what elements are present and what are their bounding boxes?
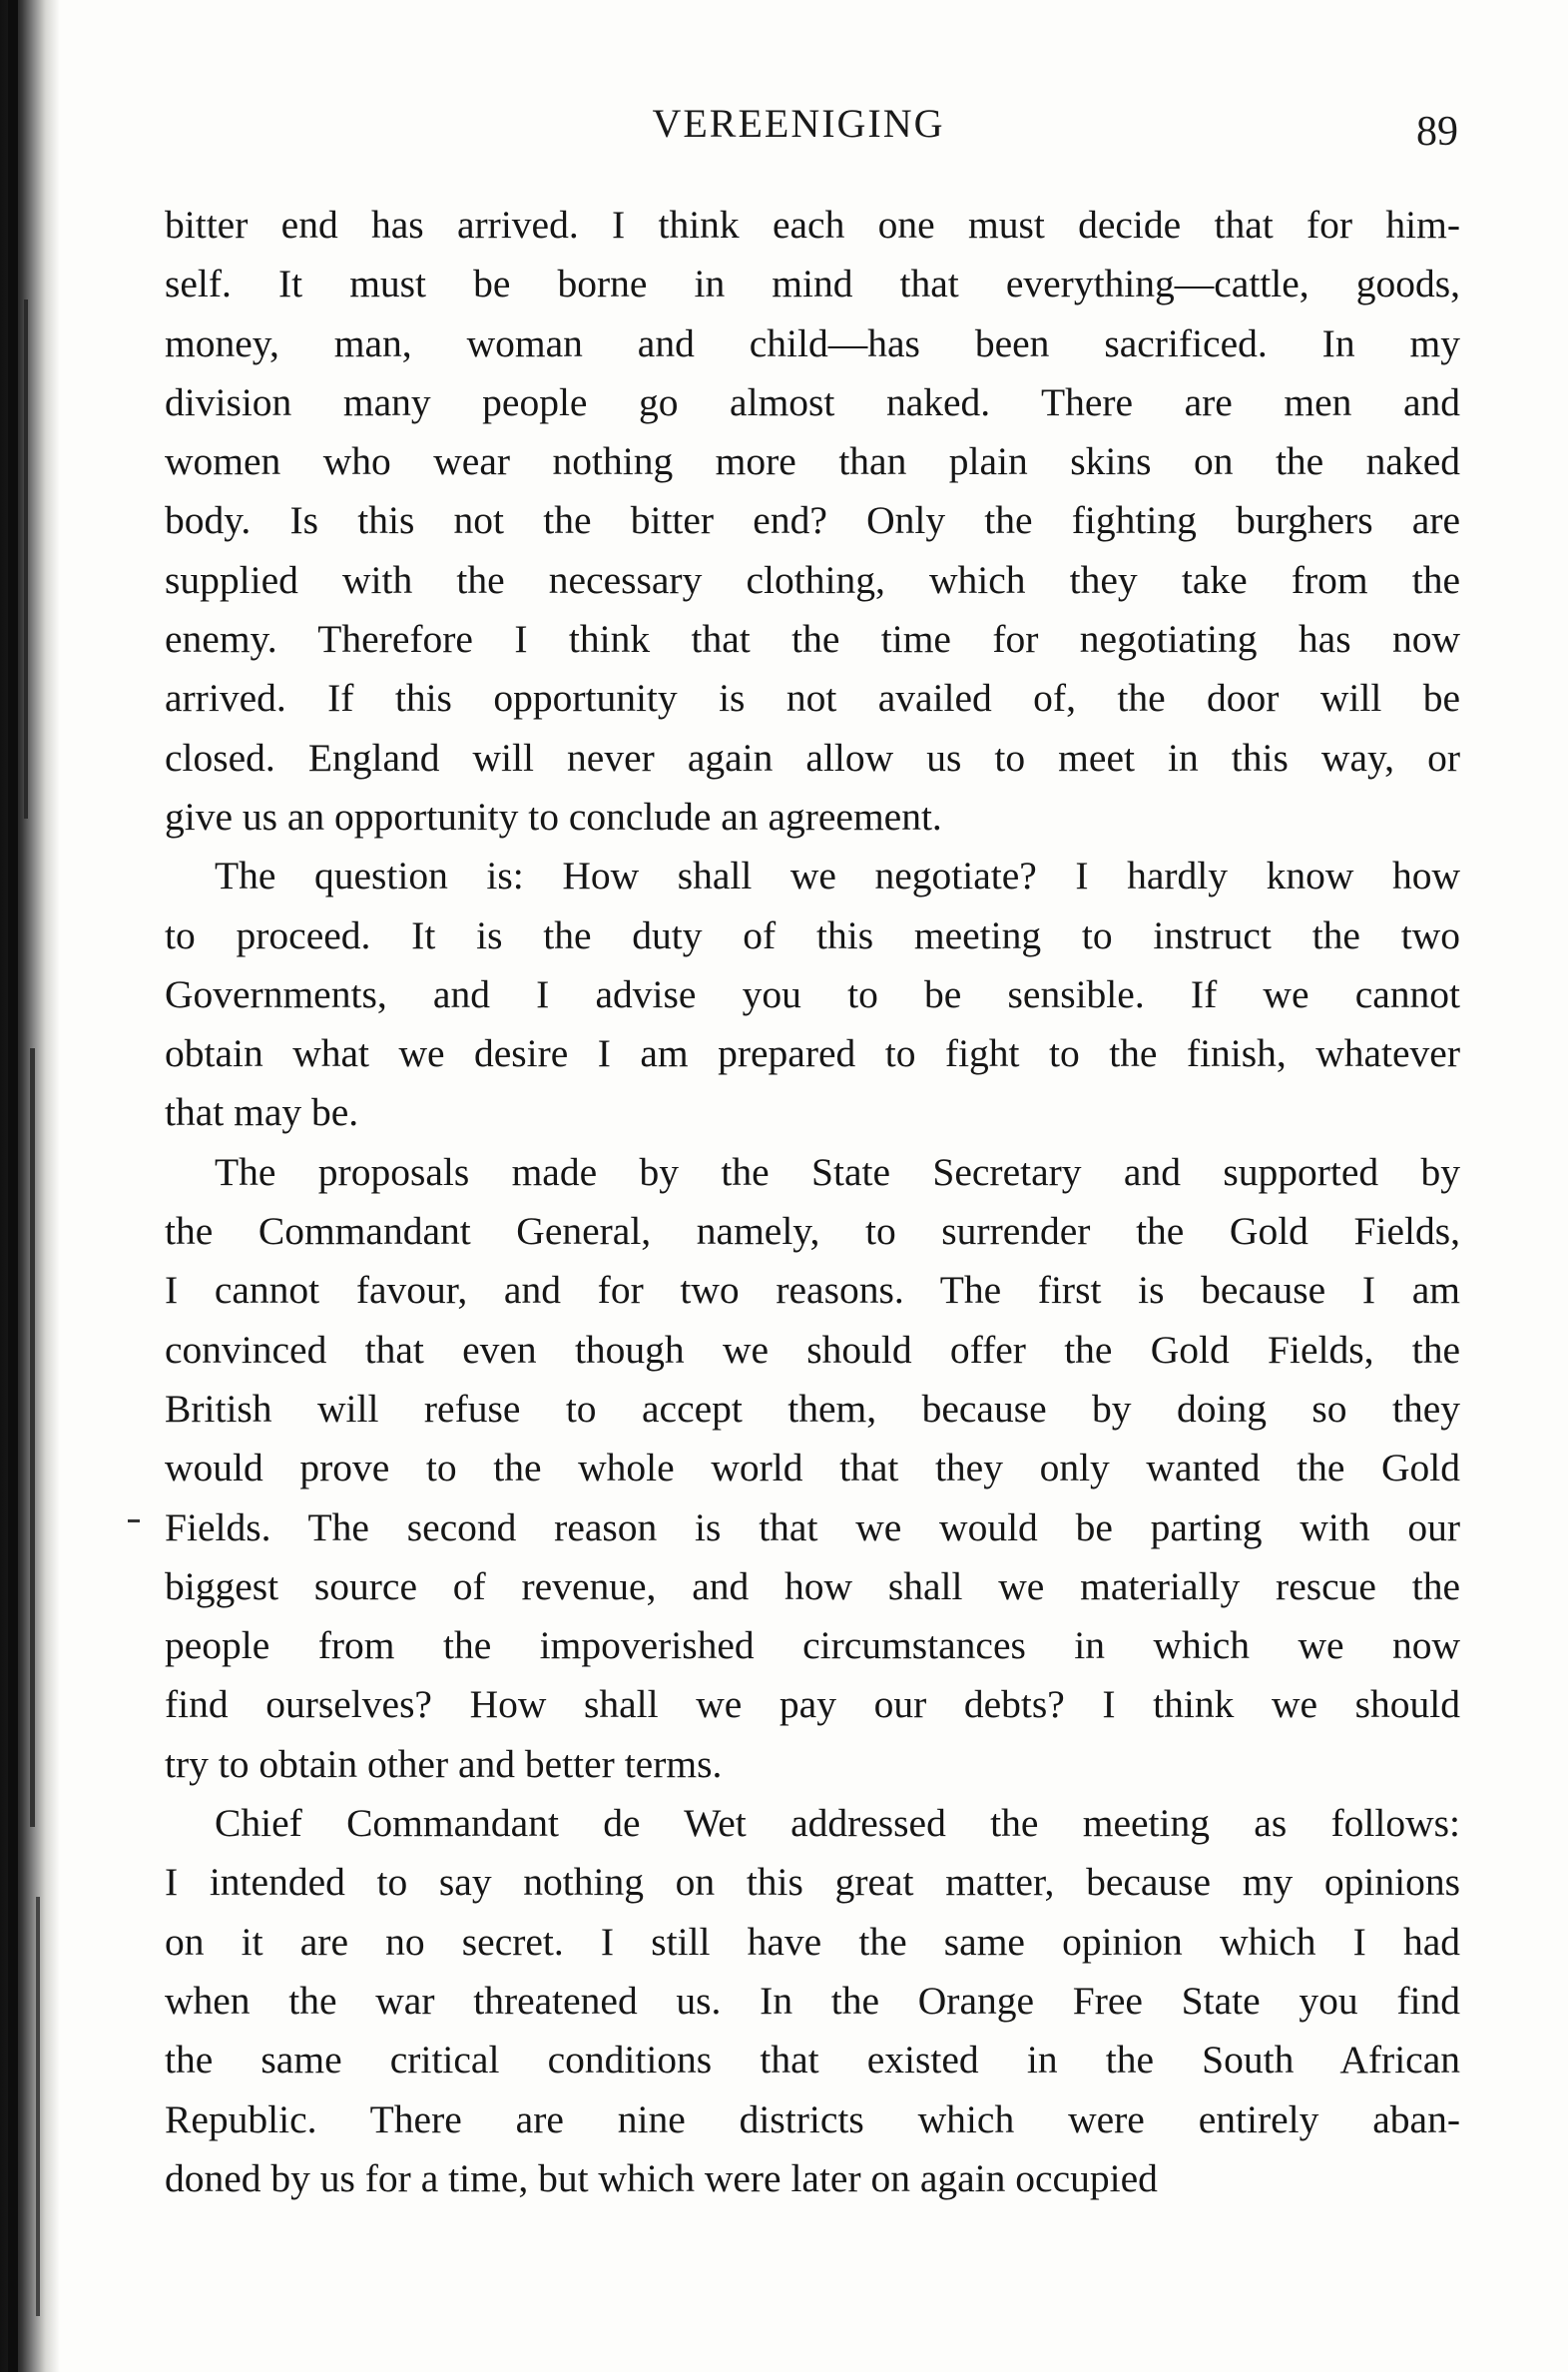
text-line: The question is: How shall we negotiate? I hardly know how [215, 854, 1460, 898]
margin-mark [128, 1519, 140, 1522]
text-line: body. Is this not the bitter end? Only the fighting burghers are [165, 498, 1460, 543]
text-line: doned by us for a time, but which were later on again occupied [165, 2155, 1158, 2200]
text-line: Fields. The second reason is that we would be parting with our [165, 1504, 1460, 1549]
body-text [165, 196, 1460, 2208]
text-line: Chief Commandant de Wet addressed the meeting as follows: [215, 1801, 1460, 1846]
text-line: find ourselves? How shall we pay our debts? I think we should [165, 1682, 1460, 1727]
text-line: when the war threatened us. In the Orange Free State you find [165, 1978, 1460, 2023]
text-line: Republic. There are nine districts which were entirely aban- [165, 2096, 1460, 2141]
text-line: bitter end has arrived. I think each one must decide that for him- [165, 203, 1460, 247]
text-line: give us an opportunity to conclude an agreement. [165, 794, 942, 839]
text-line: supplied with the necessary clothing, which they take from the [165, 557, 1460, 602]
text-line: that may be. [165, 1090, 359, 1135]
text-line: convinced that even though we should offer the Gold Fields, the [165, 1327, 1460, 1372]
text-line: British will refuse to accept them, because by doing so they [165, 1386, 1460, 1431]
page-number: 89 [1416, 109, 1458, 155]
text-line: people from the impoverished circumstances in which we now [165, 1623, 1460, 1668]
paragraph [165, 1143, 1460, 1794]
text-line: closed. England will never again allow us to meet in this way, or [165, 735, 1460, 780]
text-line: to proceed. It is the duty of this meeting to instruct the two [165, 912, 1460, 957]
text-line: biggest source of revenue, and how shall we materially rescue the [165, 1563, 1460, 1608]
paragraph [165, 196, 1460, 847]
text-line: Governments, and I advise you to be sensible. If we cannot [165, 971, 1460, 1016]
text-line: try to obtain other and better terms. [165, 1741, 723, 1786]
text-line: obtain what we desire I am prepared to fight to the finish, whatever [165, 1031, 1460, 1076]
text-line: money, man, woman and child—has been sacrificed. In my [165, 320, 1460, 365]
text-line: the same critical conditions that existed in the South African [165, 2038, 1460, 2082]
paragraph [165, 1794, 1460, 2208]
paragraph [165, 847, 1460, 1142]
text-line: self. It must be borne in mind that everything—cattle, goods, [165, 262, 1460, 306]
text-line: division many people go almost naked. There are men and [165, 379, 1460, 424]
text-line: The proposals made by the State Secretary and supported by [215, 1149, 1460, 1194]
text-line: arrived. If this opportunity is not availed of, the door will be [165, 676, 1460, 721]
running-head [0, 100, 1568, 160]
text-line: enemy. Therefore I think that the time for negotiating has now [165, 617, 1460, 662]
running-title: VEREENIGING [652, 101, 945, 146]
text-line: women who wear nothing more than plain skins on the naked [165, 439, 1460, 484]
text-line: would prove to the whole world that they only wanted the Gold [165, 1446, 1460, 1490]
text-line: I cannot favour, and for two reasons. The first is because I am [165, 1268, 1460, 1313]
text-line: the Commandant General, namely, to surrender the Gold Fields, [165, 1209, 1460, 1254]
text-line: on it are no secret. I still have the same opinion which I had [165, 1919, 1460, 1964]
binding-gutter-shadow [0, 0, 60, 2372]
text-line: I intended to say nothing on this great matter, because my opinions [165, 1860, 1460, 1905]
